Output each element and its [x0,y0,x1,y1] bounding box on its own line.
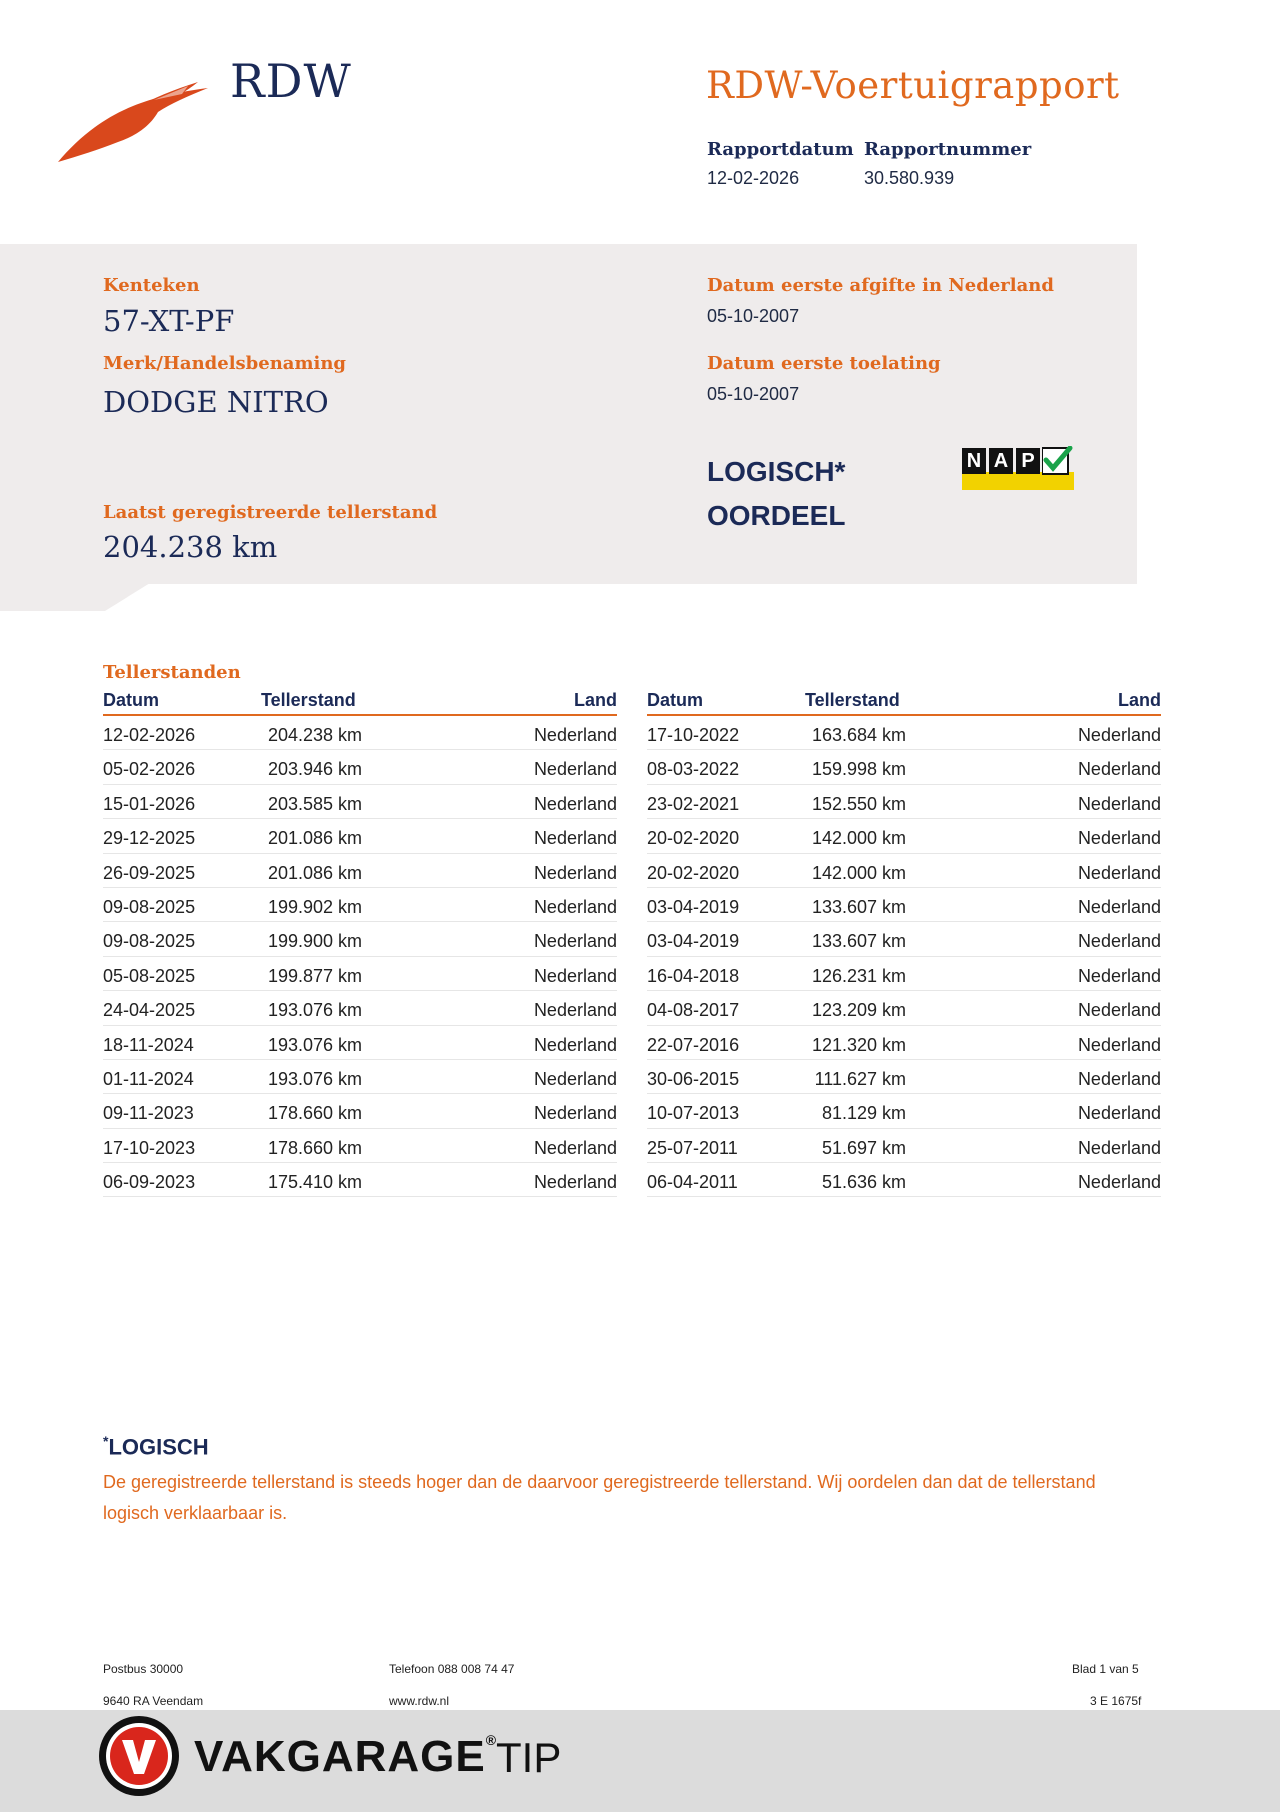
cell-land: Nederland [533,931,617,952]
tellerstanden-table-right [647,690,1161,1197]
nap-badge [962,446,1074,490]
cell-land: Nederland [533,862,617,883]
cell-land: Nederland [533,896,617,917]
footnote-text: De geregistreerde tellerstand is steeds hoger dan de daarvoor geregistreerde tellerstand. Wij oordelen dan dat de tellerstand logisch verklaarbaar is. [103,1472,1096,1523]
cell-tellerstand: 204.238 km [267,725,362,745]
table-row [103,922,617,956]
table-row [103,1026,617,1060]
tellerstand-label: Laatst geregistreerde tellerstand [103,502,438,523]
tellerstanden-table-left [103,690,617,1197]
cell-datum: 30-06-2015 [647,1068,740,1089]
cell-land: Nederland [1077,1172,1161,1193]
oordeel-line1: LOGISCH* [707,456,846,487]
cell-datum: 26-09-2025 [103,862,196,883]
cell-datum: 12-02-2026 [103,725,196,745]
cell-land: Nederland [533,1137,617,1158]
table-rows-left [103,716,617,1197]
cell-land: Nederland [533,1034,617,1055]
table-row [647,922,1161,956]
cell-datum: 17-10-2023 [103,1137,196,1158]
table-row [103,1060,617,1094]
rapportnummer-label: Rapportnummer [864,139,1032,160]
kenteken-value: 57-XT-PF [103,304,235,338]
cell-tellerstand: 123.209 km [811,1000,906,1021]
table-row [647,750,1161,784]
table-row [103,1094,617,1128]
cell-tellerstand: 159.998 km [811,759,906,780]
header-land: Land [1118,690,1161,710]
nap-letter-n: N [962,448,986,474]
header-datum: Datum [103,690,160,710]
cell-datum: 05-08-2025 [103,965,196,986]
cell-datum: 06-09-2023 [103,1172,196,1193]
table-row [647,1129,1161,1163]
cell-land: Nederland [1077,759,1161,780]
table-row [103,819,617,853]
table-row [103,750,617,784]
cell-land: Nederland [533,793,617,814]
merk-value: DODGE NITRO [103,385,329,419]
nap-letter-p: P [1016,448,1040,474]
vakgarage-banner [0,1710,1280,1812]
vakgarage-brand [194,1732,497,1782]
cell-land: Nederland [1077,1000,1161,1021]
cell-tellerstand: 175.410 km [267,1172,362,1193]
cell-tellerstand: 51.636 km [821,1172,906,1193]
table-row [647,991,1161,1025]
footer-website[interactable]: www.rdw.nl [389,1694,450,1708]
cell-tellerstand: 133.607 km [811,931,906,952]
rapportdatum-value: 12-02-2026 [707,168,800,188]
cell-tellerstand: 193.076 km [267,1000,362,1021]
footer-plaats: 9640 RA Veendam [103,1694,204,1708]
cell-tellerstand: 142.000 km [811,862,906,883]
cell-tellerstand: 199.877 km [267,965,362,986]
cell-tellerstand: 201.086 km [267,862,362,883]
kenteken-label: Kenteken [103,275,200,296]
cell-datum: 10-07-2013 [647,1103,740,1124]
cell-datum: 09-08-2025 [103,896,196,917]
table-row [103,957,617,991]
cell-land: Nederland [1077,828,1161,849]
table-row [647,785,1161,819]
cell-land: Nederland [1077,1137,1161,1158]
oordeel-line2: OORDEEL [707,500,846,531]
vakgarage-brand-text: VAKGARAGE [194,1732,486,1781]
merk-label: Merk/Handelsbenaming [103,353,347,374]
cell-tellerstand: 81.129 km [821,1103,906,1124]
table-row [647,1163,1161,1197]
header-tellerstand: Tellerstand [805,690,900,710]
cell-datum: 16-04-2018 [647,965,740,986]
cell-tellerstand: 199.900 km [267,931,362,952]
cell-datum: 17-10-2022 [647,725,740,745]
table-rows-right [647,716,1161,1197]
vakgarage-tip: TIP [496,1734,562,1781]
footer-code: 3 E 1675f [1090,1694,1142,1708]
rapportdatum-label: Rapportdatum [707,139,854,160]
afgifte-label: Datum eerste afgifte in Nederland [707,275,1054,296]
cell-land: Nederland [533,1103,617,1124]
cell-land: Nederland [533,759,617,780]
cell-datum: 03-04-2019 [647,931,740,952]
table-row [647,716,1161,750]
table-row [647,854,1161,888]
cell-datum: 03-04-2019 [647,896,740,917]
rapportnummer-value: 30.580.939 [864,168,955,188]
cell-land: Nederland [533,965,617,986]
header-land: Land [574,690,617,710]
cell-tellerstand: 178.660 km [267,1137,362,1158]
cell-land: Nederland [533,1172,617,1193]
footnote-star: * [103,1433,109,1449]
table-row [103,888,617,922]
cell-datum: 20-02-2020 [647,828,740,849]
cell-land: Nederland [1077,1068,1161,1089]
cell-tellerstand: 199.902 km [267,896,362,917]
header-datum: Datum [647,690,704,710]
cell-land: Nederland [533,828,617,849]
rdw-logo-icon [58,78,210,162]
nap-check-icon [1042,446,1074,476]
table-row [647,1094,1161,1128]
cell-land: Nederland [1077,896,1161,917]
cell-tellerstand: 193.076 km [267,1034,362,1055]
footer-telefoon: Telefoon 088 008 74 47 [389,1662,515,1676]
oordeel-text [707,450,845,538]
cell-tellerstand: 142.000 km [811,828,906,849]
table-row [103,785,617,819]
table-row [103,716,617,750]
afgifte-value: 05-10-2007 [707,306,800,326]
report-title: RDW-Voertuigrapport [706,64,1120,107]
summary-panel-tab [0,583,150,611]
cell-datum: 29-12-2025 [103,828,196,849]
cell-datum: 18-11-2024 [103,1034,194,1055]
cell-datum: 04-08-2017 [647,1000,740,1021]
cell-land: Nederland [1077,793,1161,814]
cell-land: Nederland [1077,1034,1161,1055]
table-row [103,1129,617,1163]
cell-land: Nederland [533,1000,617,1021]
table-row [103,1163,617,1197]
table-row [647,1026,1161,1060]
cell-tellerstand: 201.086 km [267,828,362,849]
cell-land: Nederland [1077,1103,1161,1124]
cell-tellerstand: 121.320 km [811,1034,906,1055]
cell-datum: 09-11-2023 [103,1103,194,1124]
cell-datum: 24-04-2025 [103,1000,196,1021]
cell-land: Nederland [1077,862,1161,883]
tellerstand-value: 204.238 km [103,530,278,564]
table-row [647,888,1161,922]
nap-letter-a: A [989,448,1013,474]
table-row [103,854,617,888]
table-row [647,1060,1161,1094]
cell-datum: 06-04-2011 [647,1172,738,1193]
cell-tellerstand: 178.660 km [267,1103,362,1124]
cell-land: Nederland [1077,725,1161,745]
cell-tellerstand: 51.697 km [821,1137,906,1158]
cell-datum: 01-11-2024 [103,1068,194,1089]
footnote-title-text: LOGISCH [108,1434,209,1460]
tellerstanden-title: Tellerstanden [103,662,241,683]
cell-datum: 20-02-2020 [647,862,740,883]
cell-land: Nederland [1077,965,1161,986]
footnote-title [103,1433,209,1460]
table-header [103,690,617,716]
table-row [647,957,1161,991]
footer-postbus: Postbus 30000 [103,1662,184,1676]
cell-datum: 09-08-2025 [103,931,196,952]
cell-land: Nederland [533,1068,617,1089]
rdw-logo-text: RDW [230,54,352,108]
cell-datum: 25-07-2011 [647,1137,738,1158]
header-tellerstand: Tellerstand [261,690,356,710]
cell-tellerstand: 126.231 km [811,965,906,986]
vakgarage-logo-icon [98,1712,180,1800]
toelating-label: Datum eerste toelating [707,353,941,374]
cell-tellerstand: 111.627 km [814,1068,906,1089]
cell-datum: 05-02-2026 [103,759,196,780]
cell-datum: 08-03-2022 [647,759,740,780]
cell-tellerstand: 203.946 km [267,759,362,780]
table-row [103,991,617,1025]
cell-tellerstand: 152.550 km [811,793,906,814]
vakgarage-reg: ® [485,1732,498,1748]
cell-tellerstand: 133.607 km [811,896,906,917]
cell-land: Nederland [533,725,617,745]
table-header [647,690,1161,716]
cell-datum: 23-02-2021 [647,793,740,814]
toelating-value: 05-10-2007 [707,384,800,404]
table-row [647,819,1161,853]
cell-datum: 22-07-2016 [647,1034,740,1055]
cell-land: Nederland [1077,931,1161,952]
cell-datum: 15-01-2026 [103,793,196,814]
footer-blad: Blad 1 van 5 [1072,1662,1139,1676]
cell-tellerstand: 193.076 km [267,1068,362,1089]
cell-tellerstand: 163.684 km [811,725,906,745]
cell-tellerstand: 203.585 km [267,793,362,814]
